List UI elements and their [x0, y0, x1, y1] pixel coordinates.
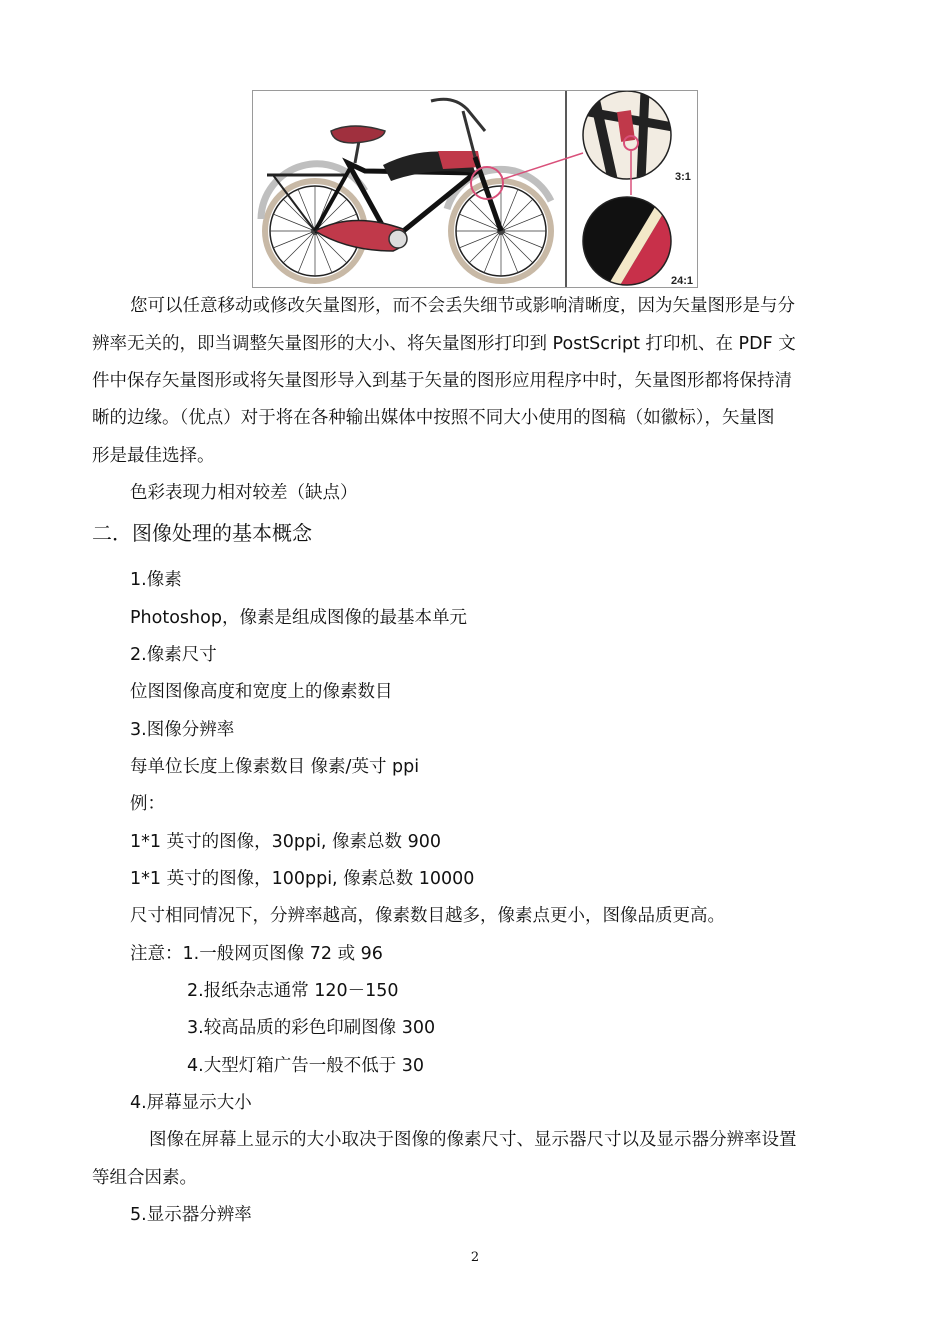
note-4: 4.大型灯箱广告一般不低于 30 — [187, 1056, 425, 1076]
pixel-text: Photoshop，像素是组成图像的最基本单元 — [130, 608, 467, 628]
screen-size-text-line-2: 等组合因素。 — [92, 1168, 197, 1188]
resolution-text: 每单位长度上像素数目 像素/英寸 ppi — [130, 757, 420, 777]
bicycle-illustration — [261, 99, 551, 281]
pixel-size-text: 位图图像高度和宽度上的像素数目 — [130, 682, 393, 702]
example-label: 例： — [130, 794, 165, 814]
zoom-inset-3x — [583, 91, 673, 181]
resolution-conclusion: 尺寸相同情况下，分辨率越高，像素数目越多，像素点更小，图像品质更高。 — [130, 906, 725, 926]
vector-paragraph-line-3: 件中保存矢量图形或将矢量图形导入到基于矢量的图形应用程序中时，矢量图形都将保持清 — [92, 371, 792, 391]
pixel-size-title: 2.像素尺寸 — [130, 645, 217, 665]
vector-bicycle-figure — [252, 90, 698, 288]
vector-paragraph-line-5: 形是最佳选择。 — [92, 446, 215, 466]
note-2: 2.报纸杂志通常 120－150 — [187, 981, 399, 1001]
monitor-resolution-title: 5.显示器分辨率 — [130, 1205, 252, 1225]
resolution-title: 3.图像分辨率 — [130, 720, 235, 740]
screen-size-title: 4.屏幕显示大小 — [130, 1093, 252, 1113]
pixel-title: 1.像素 — [130, 570, 182, 590]
drawback-text: 色彩表现力相对较差（缺点） — [130, 483, 358, 503]
example-1: 1*1 英寸的图像，30ppi, 像素总数 900 — [130, 832, 442, 852]
vector-paragraph-line-2: 辨率无关的，即当调整矢量图形的大小、将矢量图形打印到 PostScript 打印机、在 PDF 文 — [92, 334, 796, 354]
vector-paragraph-line-4: 晰的边缘。（优点）对于将在各种输出媒体中按照不同大小使用的图稿（如徽标），矢量图 — [92, 408, 775, 428]
note-1: 注意：1.一般网页图像 72 或 96 — [130, 944, 383, 964]
screen-size-text-line-1: 图像在屏幕上显示的大小取决于图像的像素尺寸、显示器尺寸以及显示器分辨率设置 — [149, 1130, 797, 1150]
zoom-inset-24x — [583, 197, 673, 287]
example-2: 1*1 英寸的图像，100ppi, 像素总数 10000 — [130, 869, 475, 889]
section-heading: 二．图像处理的基本概念 — [92, 521, 312, 545]
vector-paragraph-line-1: 您可以任意移动或修改矢量图形，而不会丢失细节或影响清晰度，因为矢量图形是与分 — [130, 296, 795, 316]
note-3: 3.较高品质的彩色印刷图像 300 — [187, 1018, 436, 1038]
zoom-label-3x: 3:1 — [675, 171, 691, 183]
page-number: 2 — [470, 1250, 480, 1265]
zoom-label-24x: 24:1 — [671, 275, 694, 287]
